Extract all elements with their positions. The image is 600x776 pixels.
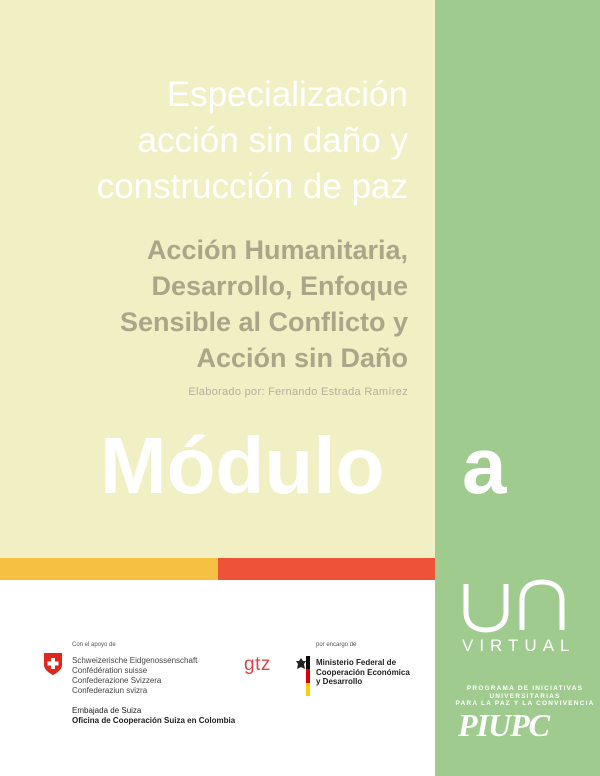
- un-logo: [460, 578, 580, 639]
- embassy-line: Embajada de Suiza: [72, 706, 142, 715]
- piupc-logo: PIUPC: [458, 707, 549, 743]
- cover-right-panel: [435, 0, 600, 776]
- program-line: UNIVERSITARIAS: [489, 692, 561, 700]
- yellow-stripe: [0, 558, 218, 580]
- embassy-line: Oficina de Cooperación Suiza en Colombia: [72, 716, 236, 725]
- ministry-line: Cooperación Económica: [316, 667, 410, 677]
- embassy-text: [72, 706, 235, 726]
- swiss-line: Confederazione Svizzera: [72, 676, 162, 685]
- ministry-line: y Desarrollo: [316, 677, 363, 686]
- program-line: PROGRAMA DE INICIATIVAS: [466, 685, 584, 692]
- ministry-line: Ministerio Federal de: [316, 658, 397, 667]
- encargo-label: por encargo de: [316, 642, 357, 648]
- program-text: [455, 685, 595, 708]
- subtitle-line: Sensible al Conflicto y: [119, 307, 408, 337]
- swiss-flag-icon: [42, 652, 64, 681]
- red-stripe: [218, 558, 435, 580]
- gtz-logo: gtz: [244, 654, 271, 675]
- virtual-label: VIRTUAL: [462, 636, 576, 655]
- swiss-confederation-text: [72, 656, 197, 696]
- swiss-line: Confederaziun svizra: [72, 686, 148, 695]
- module-letter: a: [462, 421, 507, 510]
- support-label: Con el apoyo de: [72, 642, 116, 648]
- program-line: PARA LA PAZ Y LA CONVIVENCIA: [455, 700, 595, 707]
- subtitle-line: Acción sin Daño: [196, 343, 408, 373]
- german-flag-icon: [306, 656, 310, 696]
- ministry-text: [316, 658, 410, 687]
- cover-title: [8, 72, 408, 210]
- module-word: Módulo: [100, 421, 385, 510]
- title-line: construcción de paz: [96, 167, 408, 206]
- author-credit: Elaborado por: Fernando Estrada Ramírez: [188, 386, 408, 398]
- subtitle-line: Desarrollo, Enfoque: [151, 271, 408, 301]
- swiss-line: Schweizerische Eidgenossenschaft: [72, 656, 198, 665]
- swiss-line: Confédération suisse: [72, 666, 148, 675]
- subtitle-line: Acción Humanitaria,: [146, 235, 408, 265]
- title-line: acción sin daño y: [137, 121, 408, 160]
- title-line: Especialización: [166, 75, 408, 114]
- cover-subtitle: [0, 232, 408, 376]
- eagle-icon: [296, 658, 306, 672]
